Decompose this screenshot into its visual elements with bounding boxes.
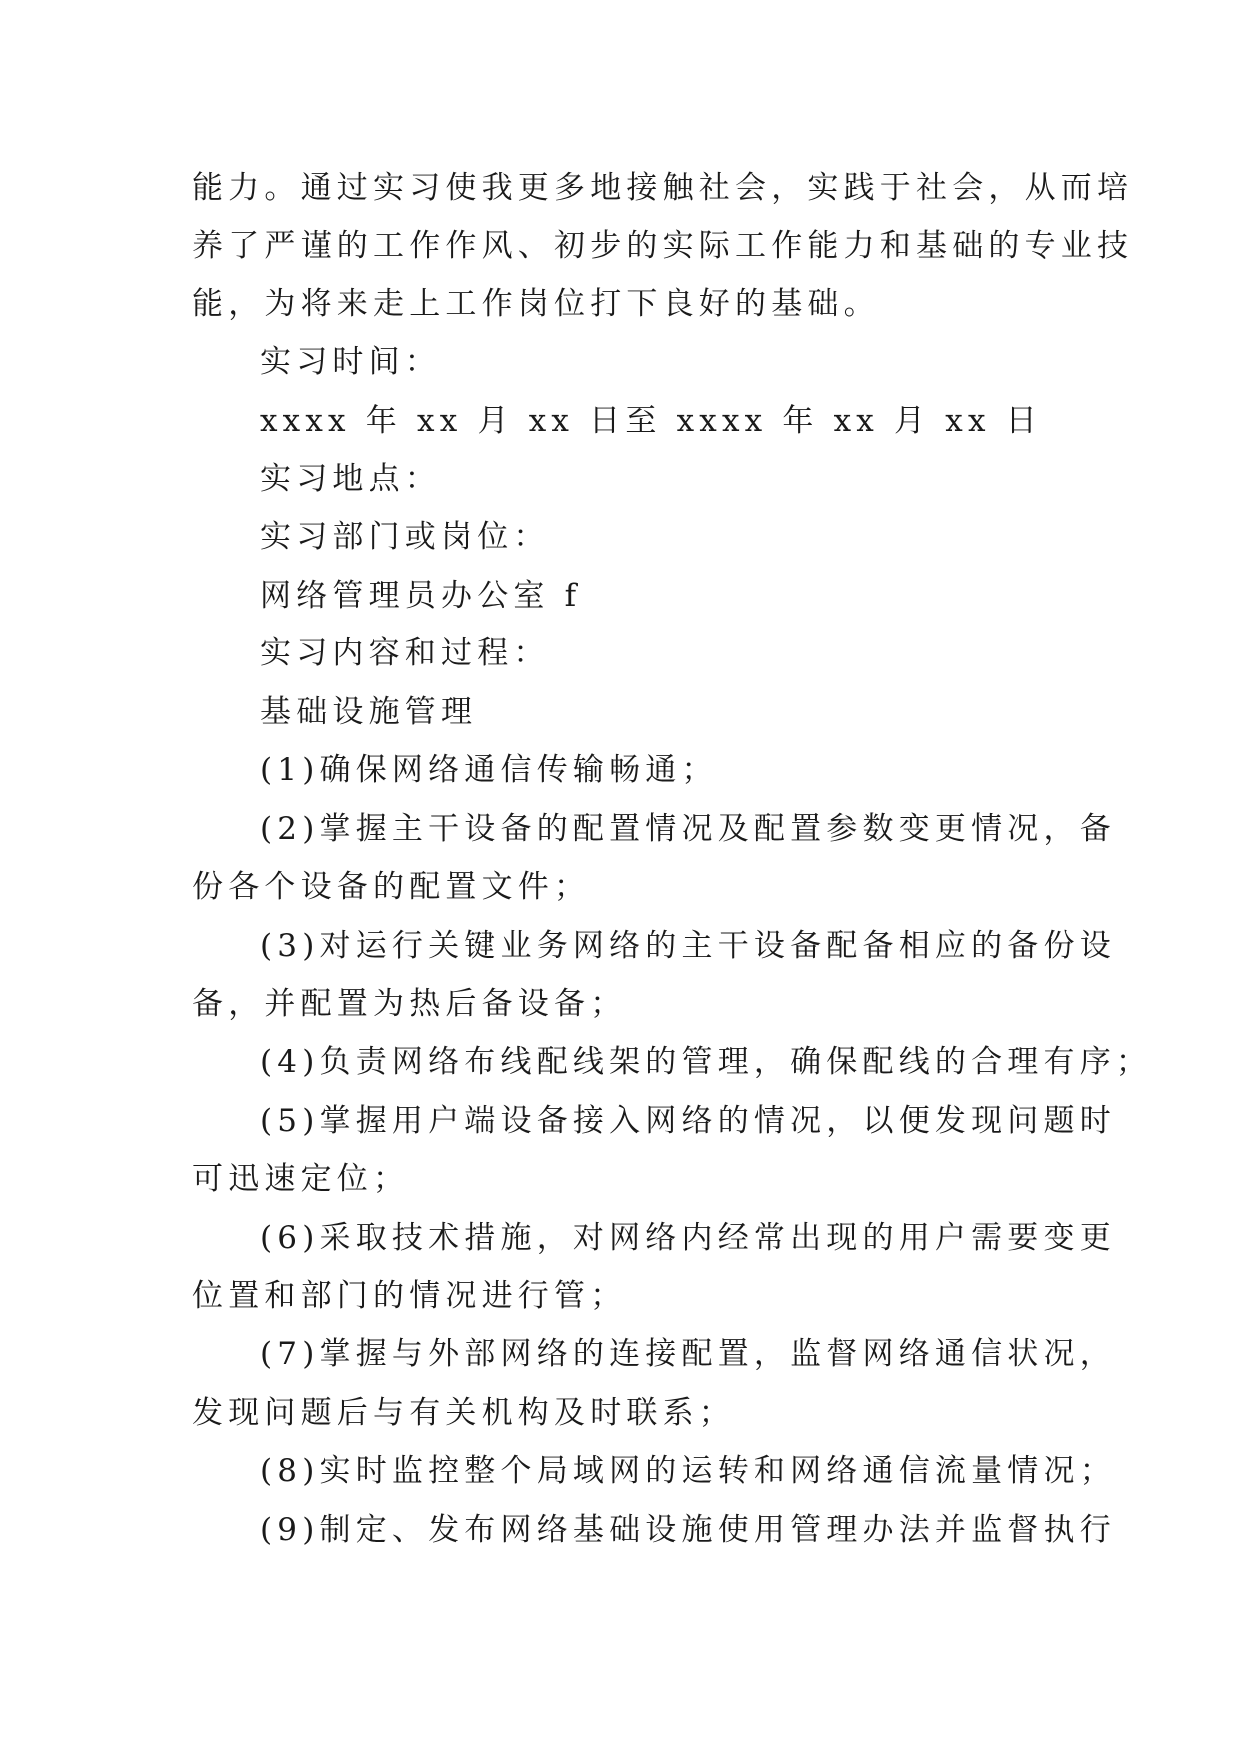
list-item-continuation: 备，并配置为热后备设备； bbox=[192, 986, 627, 1022]
list-item: (1)确保网络通信传输畅通； bbox=[260, 752, 718, 788]
list-item: (4)负责网络布线配线架的管理，确保配线的合理有序； bbox=[260, 1044, 1153, 1080]
paragraph-line: 能，为将来走上工作岗位打下良好的基础。 bbox=[192, 286, 880, 322]
field-label-department: 实习部门或岗位： bbox=[260, 519, 550, 555]
list-item-continuation: 可迅速定位； bbox=[192, 1161, 410, 1197]
field-value-department: 网络管理员办公室 f bbox=[260, 578, 582, 614]
list-item-continuation: 位置和部门的情况进行管； bbox=[192, 1278, 627, 1314]
field-label-content-process: 实习内容和过程： bbox=[260, 635, 550, 671]
field-value-internship-time: xxxx 年 xx 月 xx 日至 xxxx 年 xx 月 xx 日 bbox=[260, 403, 1042, 439]
section-heading: 基础设施管理 bbox=[260, 694, 478, 730]
list-item: (2)掌握主干设备的配置情况及配置参数变更情况，备 bbox=[260, 811, 1116, 847]
list-item: (6)采取技术措施，对网络内经常出现的用户需要变更 bbox=[260, 1220, 1116, 1256]
field-label-internship-location: 实习地点： bbox=[260, 461, 441, 497]
list-item: (8)实时监控整个局域网的运转和网络通信流量情况； bbox=[260, 1453, 1116, 1489]
paragraph-line: 能力。通过实习使我更多地接触社会，实践于社会，从而培 bbox=[192, 170, 1134, 206]
field-label-internship-time: 实习时间： bbox=[260, 344, 441, 380]
list-item: (3)对运行关键业务网络的主干设备配备相应的备份设 bbox=[260, 928, 1116, 964]
list-item-continuation: 发现问题后与有关机构及时联系； bbox=[192, 1395, 735, 1431]
paragraph-line: 养了严谨的工作作风、初步的实际工作能力和基础的专业技 bbox=[192, 228, 1134, 264]
list-item: (5)掌握用户端设备接入网络的情况，以便发现问题时 bbox=[260, 1103, 1116, 1139]
list-item: (9)制定、发布网络基础设施使用管理办法并监督执行 bbox=[260, 1512, 1116, 1548]
list-item-continuation: 份各个设备的配置文件； bbox=[192, 869, 591, 905]
list-item: (7)掌握与外部网络的连接配置，监督网络通信状况， bbox=[260, 1336, 1116, 1372]
